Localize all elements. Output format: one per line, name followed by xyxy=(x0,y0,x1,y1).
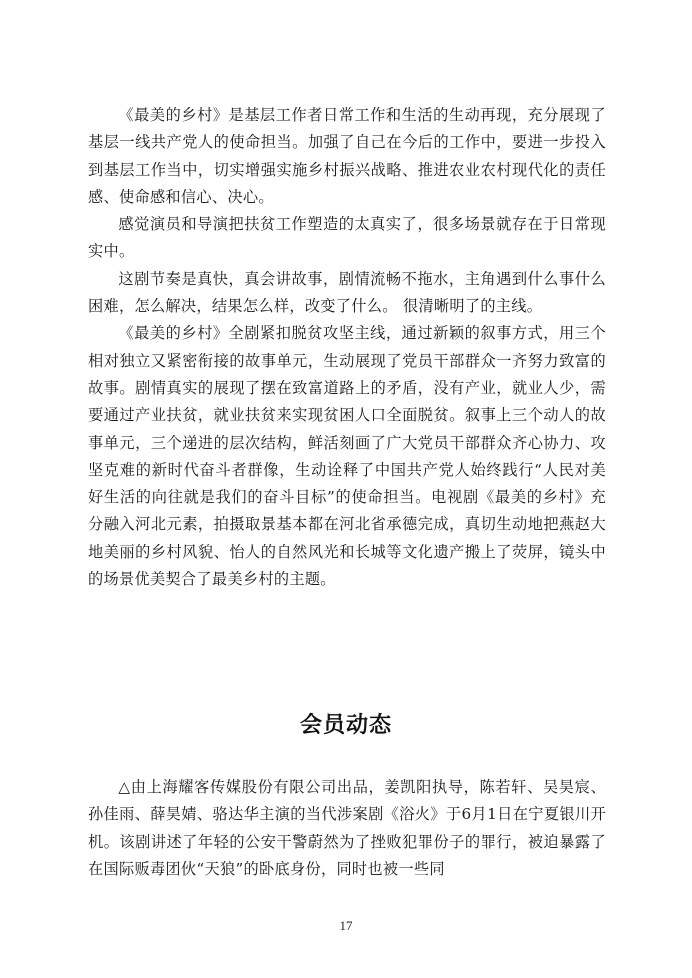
member-news xyxy=(88,774,606,883)
section-title: 会员动态 xyxy=(299,713,392,738)
article-body xyxy=(88,102,606,593)
page-number: 17 xyxy=(339,918,353,933)
article-paragraph-3: 这剧节奏是真快，真会讲故事，剧情流畅不拖水，主角遇到什么事什么困难，怎么解决，结果怎么样，改变了什么。 很清晰明了的主线。 xyxy=(88,269,606,316)
article-paragraph-4: 《最美的乡村》全剧紧扣脱贫攻坚主线，通过新颖的叙事方式，用三个相对独立又紧密衔接的故事单元，生动展现了党员干部群众一齐努力致富的故事。剧情真实的展现了摆在致富道路上的矛盾，没有产业，就业人少，需要通过产业扶贫，就业扶贫来实现贫困人口全面脱贫。叙事上三个动人的故事单元，三个递进的层次结构，鲜活刻画了广大党员干部群众齐心协力、攻坚克难的新时代奋斗者群像，生动诠释了中国共产党人始终践行“人民对美好生活的向往就是我们的奋斗目标”的使命担当。电视剧《最美的乡村》充分融入河北元素，拍摄取景基本都在河北省承德完成，真切生动地把燕赵大地美丽的乡村风貌、怡人的自然风光和长城等文化遗产搬上了荧屏，镜头中的场景优美契合了最美乡村的主题。 xyxy=(88,324,606,589)
article-paragraph-2: 感觉演员和导演把扶贫工作塑造的太真实了，很多场景就存在于日常现实中。 xyxy=(88,215,606,261)
article-paragraph-1: 《最美的乡村》是基层工作者日常工作和生活的生动再现，充分展现了基层一线共产党人的使命担当。加强了自己在今后的工作中，要进一步投入到基层工作当中，切实增强实施乡村振兴战略、推进农业农村现代化的责任感、使命感和信心、决心。 xyxy=(88,106,606,206)
member-news-paragraph: △由上海耀客传媒股份有限公司出品，姜凯阳执导，陈若轩、吴昊宸、孙佳雨、薛昊婧、骆达华主演的当代涉案剧《浴火》于6月1日在宁夏银川开机。该剧讲述了年轻的公安干警蔚然为了挫败犯罪份子的罪行，被迫暴露了在国际贩毒团伙“天狼”的卧底身份，同时也被一些同 xyxy=(88,778,606,878)
